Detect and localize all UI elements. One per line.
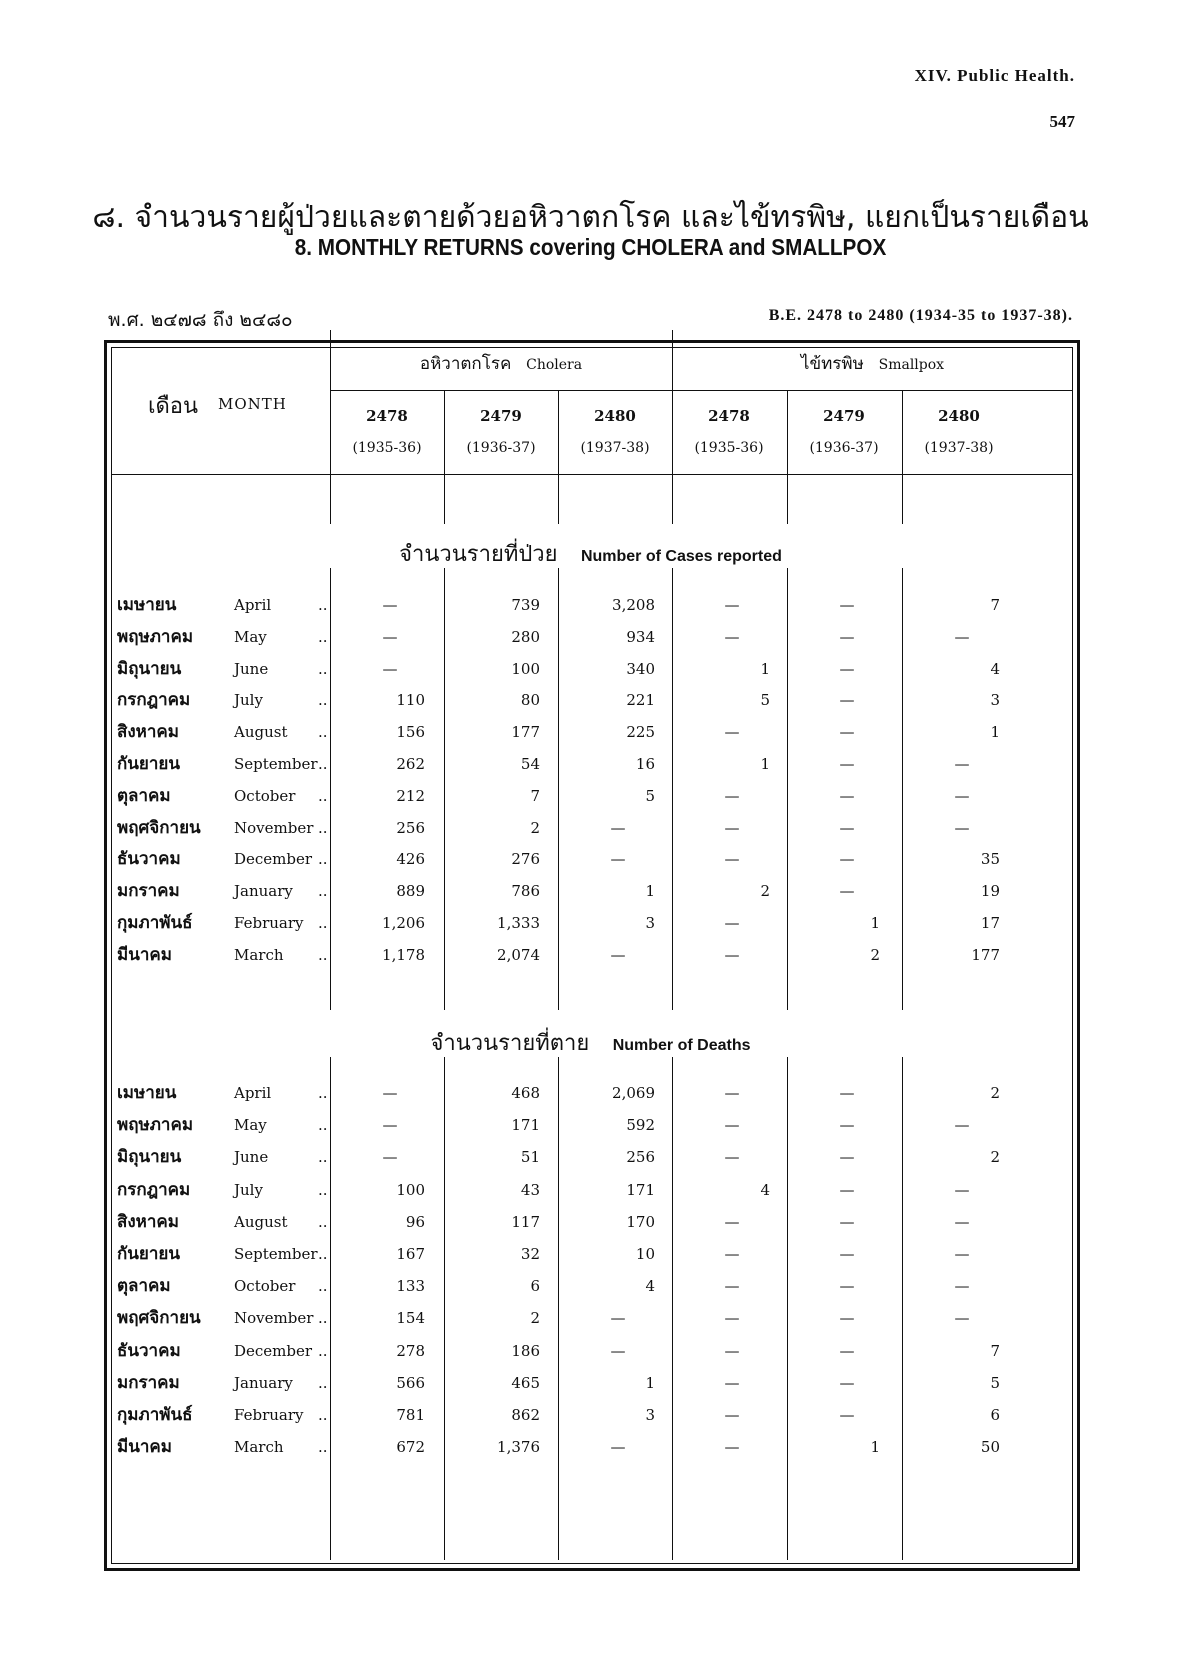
deaths-title-thai: จำนวนรายที่ตาย bbox=[430, 1031, 590, 1056]
period-thai: พ.ศ. ๒๔๗๘ ถึง ๒๔๘๐ bbox=[108, 309, 293, 331]
month-thai: ตุลาคม bbox=[117, 785, 171, 806]
value-cell: — bbox=[839, 1341, 855, 1360]
month-thai: กุมภาพันธ์ bbox=[117, 913, 193, 933]
month-english: April bbox=[234, 1084, 272, 1102]
leader-dots: .. bbox=[318, 659, 328, 678]
value-cell: 167 bbox=[396, 1245, 425, 1263]
value-cell: — bbox=[839, 627, 855, 646]
value-cell: 171 bbox=[511, 1116, 540, 1135]
value-cell: — bbox=[724, 914, 740, 932]
month-english: May bbox=[234, 627, 267, 646]
value-cell: 3 bbox=[645, 1406, 655, 1424]
value-cell: 5 bbox=[760, 691, 770, 710]
value-cell: — bbox=[839, 1212, 855, 1231]
value-cell: 2,074 bbox=[497, 945, 540, 964]
value-cell: — bbox=[839, 1084, 855, 1102]
month-thai: กุมภาพันธ์ bbox=[117, 1405, 193, 1425]
month-english: April bbox=[234, 596, 272, 614]
smallpox-header-thai: ไข้ทรพิษ bbox=[800, 354, 864, 374]
month-english: November bbox=[234, 1309, 314, 1328]
value-cell: 1 bbox=[990, 723, 1000, 742]
value-cell: 2 bbox=[530, 818, 540, 837]
value-cell: — bbox=[382, 659, 398, 678]
year-header: 2479 bbox=[480, 407, 522, 425]
year-span-header: (1935-36) bbox=[352, 440, 422, 456]
value-cell: 280 bbox=[511, 627, 540, 646]
month-header-english: MONTH bbox=[218, 395, 287, 413]
leader-dots: .. bbox=[318, 1212, 328, 1231]
value-cell: 96 bbox=[405, 1212, 425, 1231]
value-cell: — bbox=[724, 1438, 740, 1457]
leader-dots: .. bbox=[318, 1084, 328, 1102]
running-head: XIV. Public Health. bbox=[914, 66, 1075, 85]
year-span-header: (1936-37) bbox=[809, 440, 879, 456]
value-cell: 1 bbox=[760, 659, 770, 678]
month-thai: มีนาคม bbox=[117, 944, 172, 965]
value-cell: — bbox=[839, 691, 855, 710]
month-thai: กรกฎาคม bbox=[117, 690, 191, 711]
month-english: January bbox=[234, 1373, 293, 1392]
value-cell: — bbox=[954, 786, 970, 805]
year-header: 2480 bbox=[594, 407, 636, 425]
month-thai: มกราคม bbox=[117, 881, 180, 902]
column-rule bbox=[558, 474, 559, 524]
value-cell: 1,333 bbox=[497, 914, 540, 932]
leader-dots: .. bbox=[318, 850, 328, 869]
value-cell: — bbox=[954, 627, 970, 646]
value-cell: 154 bbox=[396, 1309, 425, 1328]
month-english: March bbox=[234, 945, 284, 964]
value-cell: — bbox=[610, 818, 626, 837]
value-cell: 3 bbox=[990, 691, 1000, 710]
month-english: February bbox=[234, 1406, 304, 1424]
leader-dots: .. bbox=[318, 1148, 328, 1167]
value-cell: 156 bbox=[396, 723, 425, 742]
value-cell: — bbox=[724, 1148, 740, 1167]
leader-dots: .. bbox=[318, 882, 328, 901]
month-english: October bbox=[234, 1277, 296, 1296]
month-thai: เมษายน bbox=[117, 1083, 177, 1103]
value-cell: 100 bbox=[396, 1180, 425, 1199]
month-thai: ตุลาคม bbox=[117, 1276, 171, 1297]
value-cell: 1,178 bbox=[382, 945, 425, 964]
column-rule bbox=[787, 474, 788, 524]
value-cell: 170 bbox=[626, 1212, 655, 1231]
month-thai: มิถุนายน bbox=[117, 1147, 182, 1168]
value-cell: 3,208 bbox=[612, 596, 655, 614]
leader-dots: .. bbox=[318, 1277, 328, 1296]
value-cell: — bbox=[724, 1116, 740, 1135]
value-cell: — bbox=[839, 1148, 855, 1167]
leader-dots: .. bbox=[318, 1406, 328, 1424]
value-cell: 1 bbox=[645, 1373, 655, 1392]
value-cell: — bbox=[839, 1116, 855, 1135]
table-row bbox=[0, 716, 1181, 748]
month-header-thai: เดือน bbox=[148, 394, 199, 419]
month-thai: พฤษภาคม bbox=[117, 1115, 194, 1136]
value-cell: 672 bbox=[396, 1438, 425, 1457]
value-cell: 17 bbox=[980, 914, 1000, 932]
value-cell: — bbox=[382, 596, 398, 614]
month-thai: ธันวาคม bbox=[117, 849, 181, 870]
month-english: May bbox=[234, 1116, 267, 1135]
table-row bbox=[0, 1335, 1181, 1367]
month-english: August bbox=[234, 723, 288, 742]
value-cell: — bbox=[724, 596, 740, 614]
value-cell: — bbox=[724, 786, 740, 805]
value-cell: — bbox=[724, 945, 740, 964]
table-row bbox=[0, 780, 1181, 812]
column-rule bbox=[444, 390, 445, 474]
title-thai: ๘. จำนวนรายผู้ป่วยและตายด้วยอหิวาตกโรค และไข้ทรพิษ, แยกเป็นรายเดือน bbox=[92, 200, 1089, 235]
month-thai: สิงหาคม bbox=[117, 722, 180, 743]
value-cell: 256 bbox=[396, 818, 425, 837]
value-cell: — bbox=[610, 1309, 626, 1328]
value-cell: 256 bbox=[626, 1148, 655, 1167]
month-english: December bbox=[234, 850, 313, 869]
value-cell: 934 bbox=[626, 627, 655, 646]
value-cell: 1,206 bbox=[382, 914, 425, 932]
month-thai: กันยายน bbox=[117, 1244, 181, 1264]
value-cell: 468 bbox=[511, 1084, 540, 1102]
leader-dots: .. bbox=[318, 723, 328, 742]
leader-dots: .. bbox=[318, 945, 328, 964]
month-english: June bbox=[234, 1148, 269, 1167]
value-cell: — bbox=[724, 1406, 740, 1424]
leader-dots: .. bbox=[318, 627, 328, 646]
cases-title-english: Number of Cases reported bbox=[580, 548, 782, 565]
column-rule bbox=[330, 474, 331, 524]
value-cell: 51 bbox=[520, 1148, 540, 1167]
year-span-header: (1936-37) bbox=[466, 440, 536, 456]
table-row bbox=[0, 1302, 1181, 1334]
leader-dots: .. bbox=[318, 1180, 328, 1199]
value-cell: 1 bbox=[645, 882, 655, 901]
value-cell: — bbox=[954, 1309, 970, 1328]
leader-dots: .. bbox=[318, 596, 328, 614]
value-cell: 1 bbox=[870, 1438, 880, 1457]
deaths-title-english: Number of Deaths bbox=[612, 1037, 751, 1054]
cholera-header bbox=[330, 350, 672, 377]
value-cell: 6 bbox=[530, 1277, 540, 1296]
table-row bbox=[0, 748, 1181, 780]
table-row bbox=[0, 875, 1181, 907]
value-cell: 117 bbox=[511, 1212, 540, 1231]
value-cell: — bbox=[610, 1438, 626, 1457]
year-header: 2478 bbox=[366, 407, 408, 425]
value-cell: 262 bbox=[396, 755, 425, 773]
value-cell: 35 bbox=[980, 850, 1000, 869]
column-rule bbox=[787, 390, 788, 474]
leader-dots: .. bbox=[318, 786, 328, 805]
month-thai: พฤศจิกายน bbox=[117, 1308, 201, 1329]
value-cell: 862 bbox=[511, 1406, 540, 1424]
table-row bbox=[0, 1431, 1181, 1463]
value-cell: — bbox=[724, 627, 740, 646]
value-cell: 566 bbox=[396, 1373, 425, 1392]
value-cell: 177 bbox=[971, 945, 1000, 964]
value-cell: — bbox=[954, 755, 970, 773]
month-english: September bbox=[234, 1245, 318, 1263]
header-bottom-rule bbox=[111, 474, 1073, 475]
value-cell: 7 bbox=[530, 786, 540, 805]
value-cell: — bbox=[610, 1341, 626, 1360]
value-cell: 50 bbox=[980, 1438, 1000, 1457]
value-cell: 225 bbox=[626, 723, 655, 742]
smallpox-header bbox=[672, 350, 1073, 377]
header-group-rule bbox=[330, 390, 1073, 391]
value-cell: 100 bbox=[511, 659, 540, 678]
value-cell: 54 bbox=[520, 755, 540, 773]
table-row bbox=[0, 1399, 1181, 1431]
table-row bbox=[0, 1270, 1181, 1302]
value-cell: 5 bbox=[645, 786, 655, 805]
value-cell: — bbox=[839, 850, 855, 869]
value-cell: 80 bbox=[520, 691, 540, 710]
table-row bbox=[0, 843, 1181, 875]
leader-dots: .. bbox=[318, 1116, 328, 1135]
month-thai: มกราคม bbox=[117, 1372, 180, 1393]
month-thai: สิงหาคม bbox=[117, 1211, 180, 1232]
value-cell: — bbox=[954, 1116, 970, 1135]
month-english: August bbox=[234, 1212, 288, 1231]
value-cell: 110 bbox=[396, 691, 425, 710]
value-cell: 4 bbox=[990, 659, 1000, 678]
value-cell: — bbox=[724, 1245, 740, 1263]
value-cell: — bbox=[724, 1277, 740, 1296]
page-number: 547 bbox=[1049, 112, 1075, 131]
value-cell: — bbox=[954, 1245, 970, 1263]
table-row bbox=[0, 1077, 1181, 1109]
deaths-section-title bbox=[0, 1025, 1181, 1060]
value-cell: — bbox=[839, 882, 855, 901]
table-row bbox=[0, 1141, 1181, 1173]
column-rule bbox=[902, 390, 903, 474]
value-cell: 781 bbox=[396, 1406, 425, 1424]
value-cell: 221 bbox=[626, 691, 655, 710]
month-thai: ธันวาคม bbox=[117, 1340, 181, 1361]
value-cell: 786 bbox=[511, 882, 540, 901]
month-english: January bbox=[234, 882, 293, 901]
value-cell: 10 bbox=[635, 1245, 655, 1263]
value-cell: 2 bbox=[990, 1084, 1000, 1102]
value-cell: — bbox=[839, 1373, 855, 1392]
value-cell: 186 bbox=[511, 1341, 540, 1360]
year-header: 2479 bbox=[823, 407, 865, 425]
leader-dots: .. bbox=[318, 1341, 328, 1360]
value-cell: — bbox=[839, 755, 855, 773]
value-cell: — bbox=[839, 659, 855, 678]
leader-dots: .. bbox=[318, 818, 328, 837]
value-cell: — bbox=[839, 723, 855, 742]
value-cell: 278 bbox=[396, 1341, 425, 1360]
value-cell: 2,069 bbox=[612, 1084, 655, 1102]
value-cell: — bbox=[954, 1180, 970, 1199]
value-cell: — bbox=[954, 1277, 970, 1296]
column-rule bbox=[902, 474, 903, 524]
value-cell: 1,376 bbox=[497, 1438, 540, 1457]
month-thai: พฤษภาคม bbox=[117, 626, 194, 647]
table-row bbox=[0, 1206, 1181, 1238]
value-cell: — bbox=[382, 1116, 398, 1135]
value-cell: 3 bbox=[645, 914, 655, 932]
value-cell: — bbox=[724, 1309, 740, 1328]
value-cell: 2 bbox=[760, 882, 770, 901]
table-row bbox=[0, 1109, 1181, 1141]
value-cell: — bbox=[610, 945, 626, 964]
column-rule bbox=[444, 474, 445, 524]
table-row bbox=[0, 589, 1181, 621]
value-cell: — bbox=[839, 818, 855, 837]
table-row bbox=[0, 907, 1181, 939]
value-cell: 4 bbox=[645, 1277, 655, 1296]
value-cell: 7 bbox=[990, 1341, 1000, 1360]
column-rule bbox=[558, 390, 559, 474]
value-cell: 276 bbox=[511, 850, 540, 869]
value-cell: — bbox=[839, 1406, 855, 1424]
value-cell: 2 bbox=[990, 1148, 1000, 1167]
leader-dots: .. bbox=[318, 755, 328, 773]
value-cell: 592 bbox=[626, 1116, 655, 1135]
table-row bbox=[0, 1238, 1181, 1270]
month-english: December bbox=[234, 1341, 313, 1360]
value-cell: — bbox=[610, 850, 626, 869]
value-cell: — bbox=[839, 596, 855, 614]
value-cell: — bbox=[724, 1084, 740, 1102]
value-cell: 212 bbox=[396, 786, 425, 805]
month-english: June bbox=[234, 659, 269, 678]
value-cell: 16 bbox=[635, 755, 655, 773]
value-cell: — bbox=[382, 1148, 398, 1167]
value-cell: 465 bbox=[511, 1373, 540, 1392]
leader-dots: .. bbox=[318, 1309, 328, 1328]
value-cell: — bbox=[954, 818, 970, 837]
value-cell: — bbox=[382, 1084, 398, 1102]
value-cell: 32 bbox=[520, 1245, 540, 1263]
value-cell: 7 bbox=[990, 596, 1000, 614]
table-row bbox=[0, 1174, 1181, 1206]
value-cell: — bbox=[839, 1309, 855, 1328]
month-english: March bbox=[234, 1438, 284, 1457]
value-cell: 340 bbox=[626, 659, 655, 678]
year-span-header: (1937-38) bbox=[924, 440, 994, 456]
value-cell: 177 bbox=[511, 723, 540, 742]
cholera-header-thai: อหิวาตกโรค bbox=[419, 354, 512, 374]
month-thai: มิถุนายน bbox=[117, 658, 182, 679]
month-english: July bbox=[234, 691, 263, 710]
cases-section-title bbox=[0, 536, 1181, 571]
value-cell: 1 bbox=[760, 755, 770, 773]
value-cell: — bbox=[382, 627, 398, 646]
value-cell: 426 bbox=[396, 850, 425, 869]
month-english: November bbox=[234, 818, 314, 837]
value-cell: 133 bbox=[396, 1277, 425, 1296]
leader-dots: .. bbox=[318, 691, 328, 710]
month-english: July bbox=[234, 1180, 263, 1199]
leader-dots: .. bbox=[318, 1245, 328, 1263]
table-row bbox=[0, 653, 1181, 685]
value-cell: — bbox=[839, 1277, 855, 1296]
table-row bbox=[0, 684, 1181, 716]
value-cell: 171 bbox=[626, 1180, 655, 1199]
month-thai: มีนาคม bbox=[117, 1437, 172, 1458]
value-cell: — bbox=[724, 723, 740, 742]
month-thai: เมษายน bbox=[117, 595, 177, 615]
value-cell: 43 bbox=[520, 1180, 540, 1199]
year-header: 2480 bbox=[938, 407, 980, 425]
year-span-header: (1937-38) bbox=[580, 440, 650, 456]
value-cell: 19 bbox=[980, 882, 1000, 901]
value-cell: — bbox=[839, 1245, 855, 1263]
table-row bbox=[0, 939, 1181, 971]
month-english: February bbox=[234, 914, 304, 932]
value-cell: — bbox=[724, 818, 740, 837]
month-thai: กันยายน bbox=[117, 754, 181, 774]
column-rule bbox=[672, 474, 673, 524]
value-cell: — bbox=[839, 786, 855, 805]
table-row bbox=[0, 812, 1181, 844]
title-english: 8. MONTHLY RETURNS covering CHOLERA and SMALLPOX bbox=[294, 234, 887, 260]
table-row bbox=[0, 621, 1181, 653]
year-header: 2478 bbox=[708, 407, 750, 425]
smallpox-header-english: Smallpox bbox=[878, 357, 945, 373]
leader-dots: .. bbox=[318, 1373, 328, 1392]
value-cell: 5 bbox=[990, 1373, 1000, 1392]
month-thai: พฤศจิกายน bbox=[117, 817, 201, 838]
value-cell: — bbox=[724, 1373, 740, 1392]
month-english: September bbox=[234, 755, 318, 773]
period-english: B.E. 2478 to 2480 (1934-35 to 1937-38). bbox=[768, 307, 1073, 324]
leader-dots: .. bbox=[318, 1438, 328, 1457]
value-cell: 2 bbox=[870, 945, 880, 964]
column-rule bbox=[330, 330, 331, 474]
value-cell: 2 bbox=[530, 1309, 540, 1328]
value-cell: — bbox=[954, 1212, 970, 1231]
value-cell: 1 bbox=[870, 914, 880, 932]
month-english: October bbox=[234, 786, 296, 805]
month-thai: กรกฎาคม bbox=[117, 1179, 191, 1200]
value-cell: 4 bbox=[760, 1180, 770, 1199]
year-span-header: (1935-36) bbox=[694, 440, 764, 456]
value-cell: — bbox=[839, 1180, 855, 1199]
value-cell: 6 bbox=[990, 1406, 1000, 1424]
cholera-header-english: Cholera bbox=[526, 357, 583, 373]
cases-title-thai: จำนวนรายที่ป่วย bbox=[399, 542, 558, 567]
value-cell: 739 bbox=[511, 596, 540, 614]
value-cell: 889 bbox=[396, 882, 425, 901]
table-row bbox=[0, 1367, 1181, 1399]
column-rule bbox=[672, 330, 673, 474]
value-cell: — bbox=[724, 850, 740, 869]
value-cell: — bbox=[724, 1212, 740, 1231]
value-cell: — bbox=[724, 1341, 740, 1360]
leader-dots: .. bbox=[318, 914, 328, 932]
